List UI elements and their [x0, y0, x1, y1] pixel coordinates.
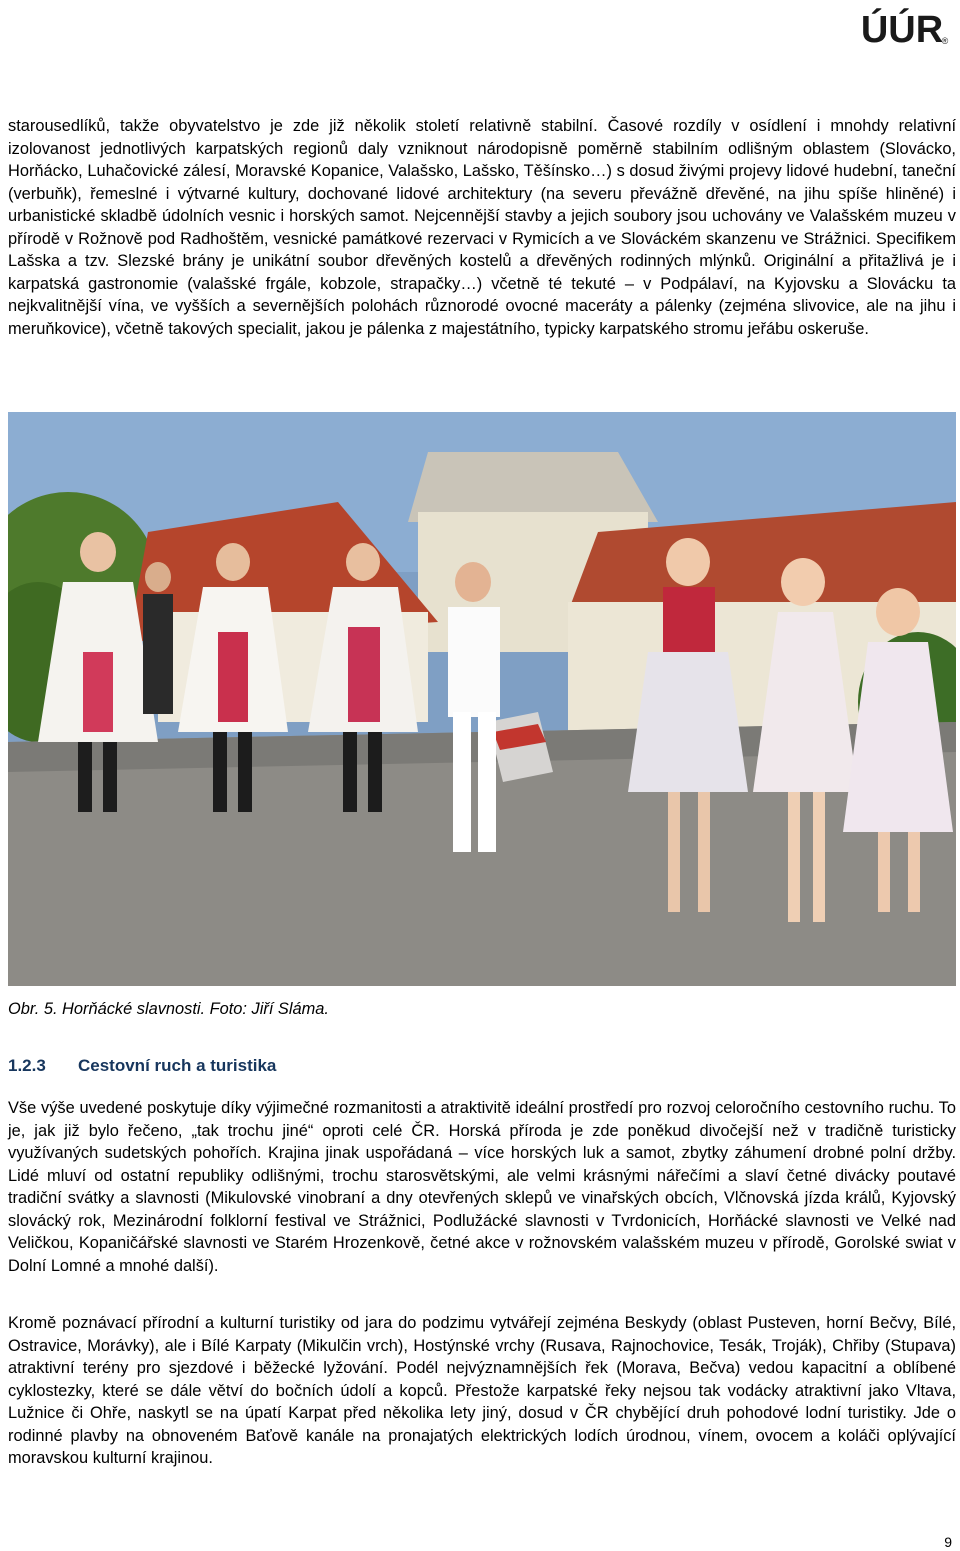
section-heading: [8, 1054, 276, 1078]
paragraph-ethnography: starousedlíků, takže obyvatelstvo je zde již několik století relativně stabilní. Časové rozdíly v osídlení i mnohdy relativní izolovanost jednotlivých karpatských regionů daly vzniknout národopisně poměrně stabilním odlišným oblastem (Slovácko, Horňácko, Luhačovické zálesí, Moravské Kopanice, Valašsko, Lašsko, Těšínsko…) s dosud živými projevy lidové hudební, taneční (verbuňk), řemeslné i výtvarné kultury, dochované lidové architektury (na severu převážně dřevěné, na jihu spíše hliněné) i urbanistické skladbě údolních vesnic i horských samot. Nejcennější stavby a jejich soubory jsou uchovány ve Valašském muzeu v přírodě v Rožnově pod Radhoštěm, vesnické památkové rezervaci v Rymicích a ve Slováckém skanzenu ve Strážnici. Specifikem Lašska a tzv. Slezské brány je unikátní soubor dřevěných kostelů a dřevěných rodinných mlýnků. Originální a přitažlivá je i karpatská gastronomie (valašské frgále, kobzole, strapačky…) včetně té tekuté – v Podpálaví, na Kyjovsku a Slovácku ta nejkvalitnější vína, ve vyšších a severnějších polohách různorodé ovocné maceráty a pálenky (zejména slivovice, ale na jihu i meruňkovice), včetně takových specialit, jakou je pálenka z majestátního, typicky karpatského stromu jeřábu oskeruše.: [8, 117, 956, 338]
paragraph-tourism-intro: Vše výše uvedené poskytuje díky výjimečné rozmanitosti a atraktivitě ideální prostředí pro rozvoj celoročního cestovního ruchu. To je, jak již bylo řečeno, „tak trochu jiné“ oproti celé ČR. Horská příroda je zde poněkud divočejší než v tradičně turisticky využívaných sudetských pohořích. Krajina jinak uspořádaná – více horských luk a samot, zbytky záhumení drobné polní držby. Lidé mluví od ostatní republiky odlišnými, trochu starosvětskými, ale velmi krásnými nářečími a slaví četné divácky poutavé tradiční svátky a slavnosti (Mikulovské vinobraní a dny otevřených sklepů ve vinařských obcích, Vlčnovská jízda králů, Kyjovský slovácký rok, Mezinárodní folklorní festival ve Strážnici, Podlužácké slavnosti v Tvrdonicích, Horňácké slavnosti ve Velké nad Veličkou, Kopaničářské slavnosti ve Starém Hrozenkově, četné akce v rožnovském valašském muzeu v přírodě, Gorolské swiat v Dolní Lomné a mnohé další).: [8, 1099, 956, 1275]
figure-caption: Obr. 5. Horňácké slavnosti. Foto: Jiří Sláma.: [8, 1000, 329, 1018]
uur-logo-mark: [852, 4, 952, 48]
folk-festival-illustration: [8, 412, 956, 986]
paragraph-tourism-activities: Kromě poznávací přírodní a kulturní turistiky od jara do podzimu vytvářejí zejména Beskydy (oblast Pusteven, horní Bečvy, Bílé, Ostravice, Morávky), ale i Bílé Karpaty (Mikulčin vrch), Hostýnské vrchy (Rusava, Rajnochovice, Tesák, Troják), Chřiby (Stupava) atraktivní terény pro sjezdové i běžecké lyžování. Podél nejvýznamnějších řek (Morava, Bečva) vedou kapacitní a oblíbené cyklostezky, které se dále větví do bočních údolí a kopců. Přestože karpatské řeky nejsou tak vodácky atraktivní jako Vltava, Lužnice či Ohře, naskytl se na úpatí Karpat před několika lety jiný, dosud v ČR chybějící druh pohodové lodní turistiky. Jde o rodinné plavby na obnoveném Baťově kanále na pronajatých elektrických lodích úrodnou, vínem, ovocem a koláči oplývající moravskou kulturní krajinou.: [8, 1314, 956, 1467]
uur-logo: [852, 4, 952, 48]
logo-registered-mark: ®: [941, 36, 949, 46]
section-number: 1.2.3: [8, 1056, 46, 1075]
page-number: 9: [944, 1534, 952, 1550]
folk-festival-photo: [8, 412, 956, 986]
logo-text: ÚÚR: [860, 9, 944, 48]
section-title: Cestovní ruch a turistika: [78, 1056, 277, 1075]
